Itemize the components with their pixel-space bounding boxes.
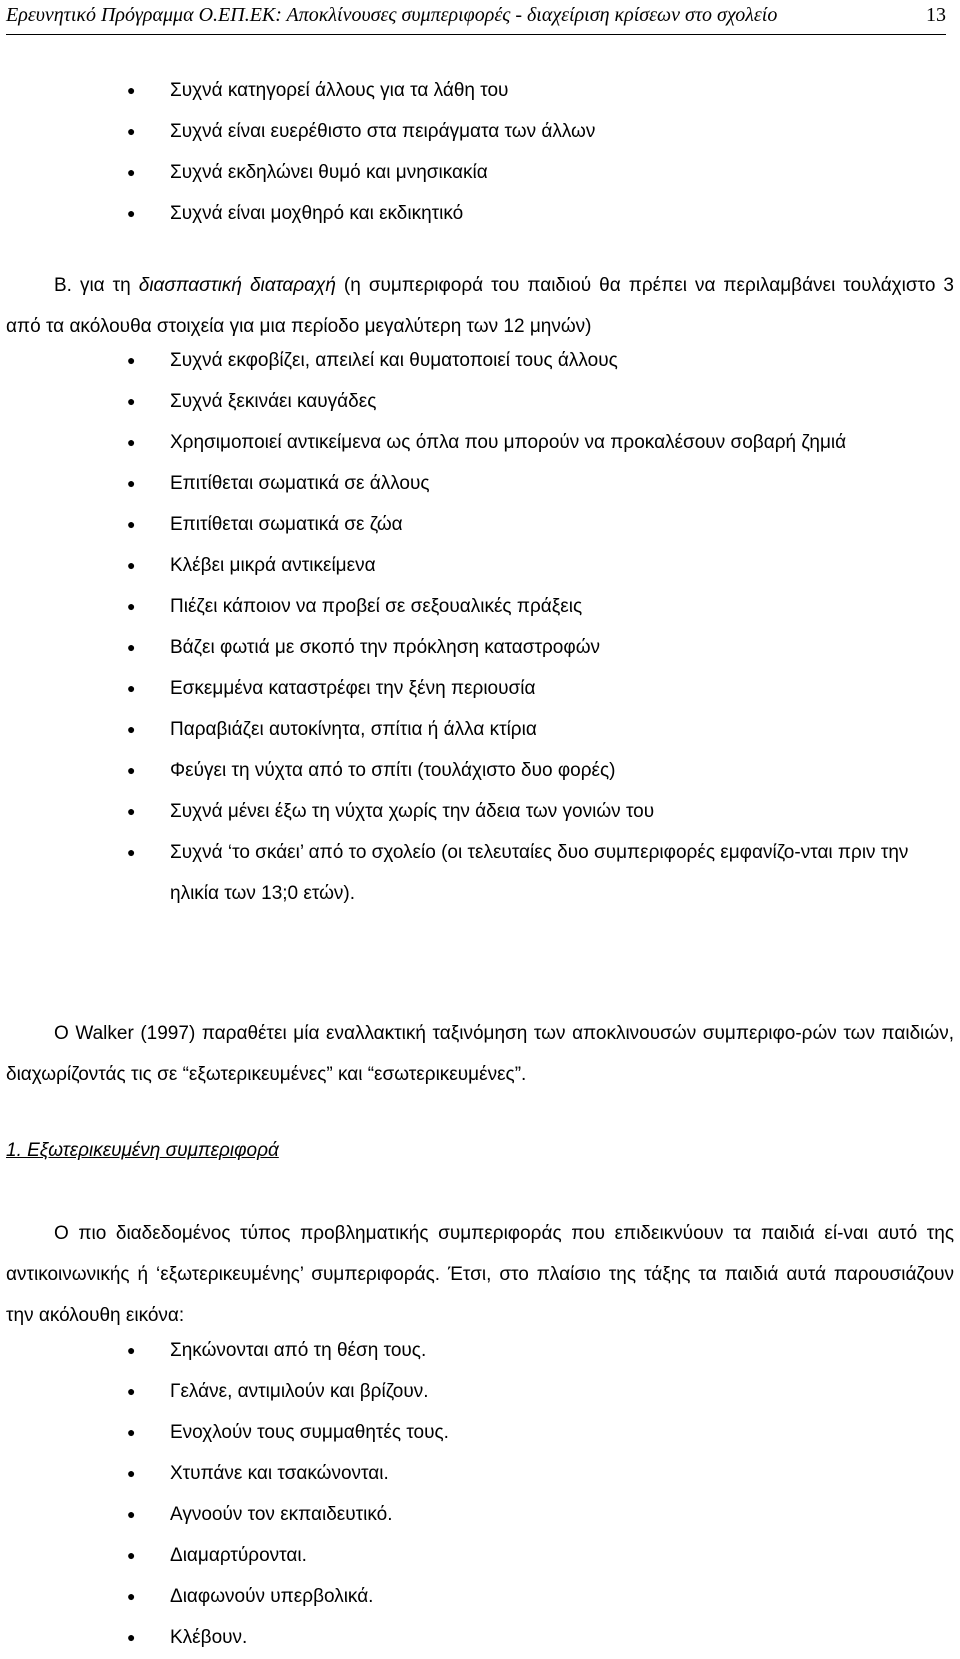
bullet-icon: ● [127,1547,136,1563]
list-classroom-behaviours [0,1330,960,1658]
bullet-icon: ● [127,352,136,368]
paragraph-externalizing: Ο πιο διαδεδομένος τύπος προβληματικής συμπεριφοράς που επιδεικνύουν τα παιδιά εί-ναι αυτό της αντικοινωνικής ή ‘εξωτερικευμένης’ συμπεριφοράς. Έτσι, στο πλαίσιο της τάξης τα παιδιά αυτά παρουσιάζουν την ακόλουθη εικόνα: [6,1223,954,1326]
bullet-icon: ● [127,205,136,221]
bullet-icon: ● [127,516,136,532]
list-oppositional [0,70,960,234]
section-heading-externalizing: 1. Εξωτερικευμένη συμπεριφορά [6,1140,279,1161]
bullet-icon: ● [127,393,136,409]
bullet-icon: ● [127,123,136,139]
list-item: ● Διαμαρτύρονται. [0,1535,920,1576]
list-item: ● Συχνά κατηγορεί άλλους για τα λάθη του [0,70,920,111]
list-item: ● Παραβιάζει αυτοκίνητα, σπίτια ή άλλα κτίρια [0,709,920,750]
page-number: 13 [926,4,946,26]
list-item: ● Ενοχλούν τους συμμαθητές τους. [0,1412,920,1453]
list-item: ● Χτυπάνε και τσακώνονται. [0,1453,920,1494]
list-item: ● Εσκεμμένα καταστρέφει την ξένη περιουσία [0,668,920,709]
bullet-icon: ● [127,762,136,778]
bullet-icon: ● [127,82,136,98]
list-item: ● Κλέβουν. [0,1617,920,1658]
list-item: ● Χρησιμοποιεί αντικείμενα ως όπλα που μπορούν να προκαλέσουν σοβαρή ζημιά [0,422,920,463]
list-disruptive [0,340,960,914]
list-item: ● Κλέβει μικρά αντικείμενα [0,545,920,586]
bullet-icon: ● [127,1383,136,1399]
list-item: ● Επιτίθεται σωματικά σε ζώα [0,504,920,545]
bullet-icon: ● [127,598,136,614]
list-item: ● Γελάνε, αντιμιλούν και βρίζουν. [0,1371,920,1412]
list-item: ● Συχνά ‘το σκάει’ από το σχολείο (οι τελευταίες δυο συμπεριφορές εμφανίζο-νται πριν την ηλικία των 13;0 ετών). [0,832,920,914]
list-item: ● Συχνά ξεκινάει καυγάδες [0,381,920,422]
list-item: ● Σηκώνονται από τη θέση τους. [0,1330,920,1371]
term-disruptive-disorder: διασπαστική διαταραχή [138,275,336,296]
running-header [6,4,946,35]
list-item: ● Συχνά εκδηλώνει θυμό και μνησικακία [0,152,920,193]
bullet-icon: ● [127,844,136,860]
bullet-icon: ● [127,164,136,180]
bullet-icon: ● [127,803,136,819]
list-item: ● Διαφωνούν υπερβολικά. [0,1576,920,1617]
bullet-icon: ● [127,475,136,491]
list-item: ● Αγνοούν τον εκπαιδευτικό. [0,1494,920,1535]
bullet-icon: ● [127,680,136,696]
list-item: ● Πιέζει κάποιον να προβεί σε σεξουαλικές πράξεις [0,586,920,627]
list-item: ● Βάζει φωτιά με σκοπό την πρόκληση καταστροφών [0,627,920,668]
list-item: ● Συχνά είναι μοχθηρό και εκδικητικό [0,193,920,234]
list-item: ● Συχνά είναι ευερέθιστο στα πειράγματα των άλλων [0,111,920,152]
bullet-icon: ● [127,1629,136,1645]
bullet-icon: ● [127,1424,136,1440]
list-item: ● Συχνά μένει έξω τη νύχτα χωρίς την άδεια των γονιών του [0,791,920,832]
bullet-icon: ● [127,1465,136,1481]
list-item: ● Επιτίθεται σωματικά σε άλλους [0,463,920,504]
list-item: ● Συχνά εκφοβίζει, απειλεί και θυματοποιεί τους άλλους [0,340,920,381]
bullet-icon: ● [127,1342,136,1358]
bullet-icon: ● [127,1506,136,1522]
paragraph-walker: Ο Walker (1997) παραθέτει μία εναλλακτική ταξινόμηση των αποκλινουσών συμπεριφο-ρών των παιδιών, διαχωρίζοντάς τις σε “εξωτερικευμένες” και “εσωτερικευμένες”. [6,1023,954,1085]
bullet-icon: ● [127,1588,136,1604]
bullet-icon: ● [127,557,136,573]
header-title: Ερευνητικό Πρόγραμμα Ο.ΕΠ.ΕΚ: Αποκλίνουσες συμπεριφορές - διαχείριση κρίσεων στο σχολείο [6,4,778,26]
bullet-icon: ● [127,721,136,737]
bullet-icon: ● [127,434,136,450]
paragraph-disruptive-disorder: Β. για τη διασπαστική διαταραχή (η συμπεριφορά του παιδιού θα πρέπει να περιλαμβάνει τουλάχιστο 3 από τα ακόλουθα στοιχεία για μια περίοδο μεγαλύτερη των 12 μηνών) [6,275,954,337]
list-item: ● Φεύγει τη νύχτα από το σπίτι (τουλάχιστο δυο φορές) [0,750,920,791]
bullet-icon: ● [127,639,136,655]
